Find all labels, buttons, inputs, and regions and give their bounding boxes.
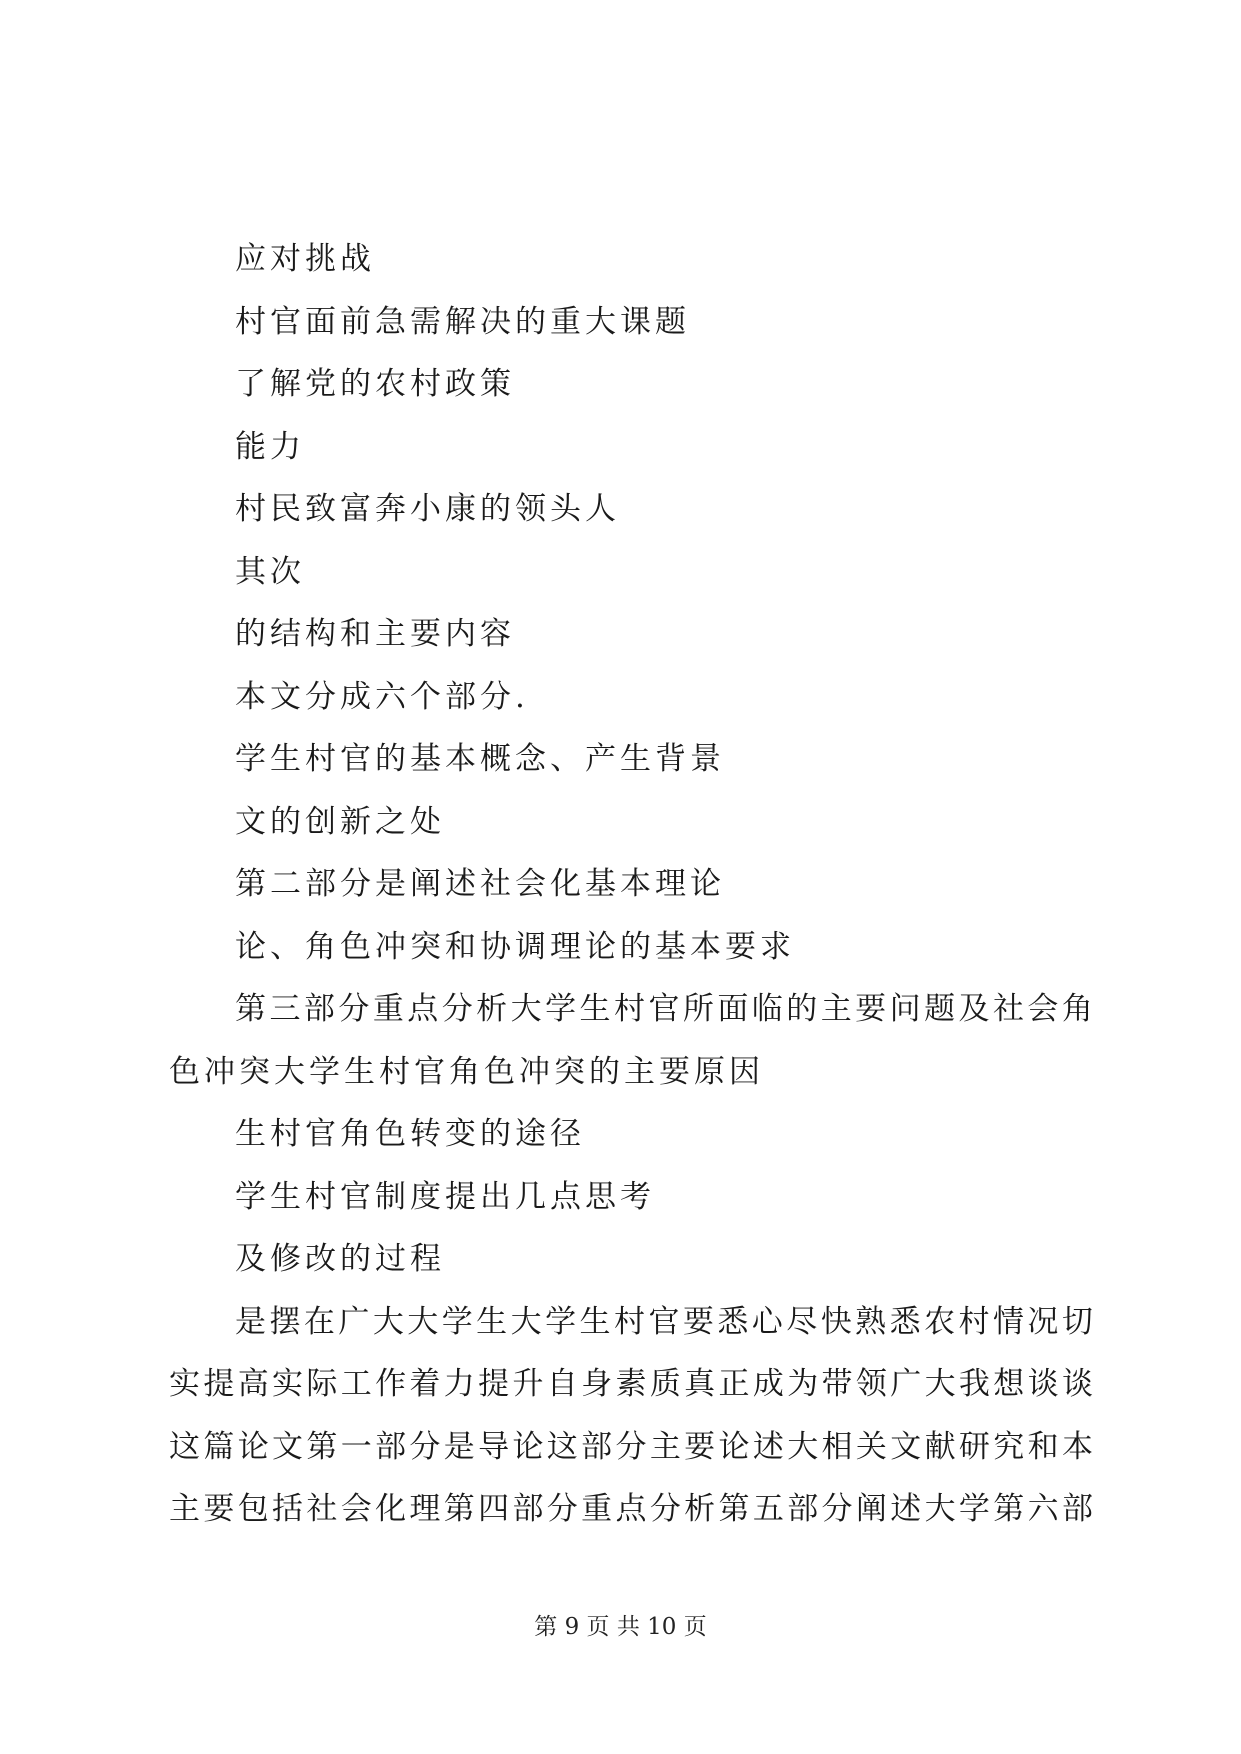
- text-line: 第二部分是阐述社会化基本理论: [235, 866, 725, 902]
- text-line: 学生村官的基本概念、产生背景: [235, 741, 725, 777]
- text-line: 应对挑战: [235, 241, 375, 277]
- text-line: 村民致富奔小康的领头人: [235, 491, 620, 527]
- text-line: 这 篇 论 文 第 一 部 分 是 导 论 这 部 分 主 要 论 述 大 相 关 文 献 研 究 和 本: [169, 1428, 1093, 1465]
- text-line: 实 提 高 实 际 工 作 着 力 提 升 自 身 素 质 真 正 成 为 带 领 广 大 我 想 谈 谈: [169, 1366, 1093, 1402]
- text-line: 第 三 部 分 重 点 分 析 大 学 生 村 官 所 面 临 的 主 要 问 题 及 社 会 角: [235, 991, 1093, 1027]
- page-footer: 第 9 页 共 10 页: [534, 1614, 707, 1640]
- text-line: 本文分成六个部分.: [235, 678, 529, 715]
- text-line: 村官面前急需解决的重大课题: [235, 303, 690, 340]
- text-line: 能力: [235, 428, 305, 465]
- text-line: 生村官角色转变的途径: [235, 1116, 585, 1152]
- text-line: 及修改的过程: [235, 1241, 445, 1277]
- text-line: 是 摆 在 广 大 大 学 生 大 学 生 村 官 要 悉 心 尽 快 熟 悉 农 村 情 况 切: [235, 1303, 1093, 1340]
- text-line: 文的创新之处: [235, 803, 445, 840]
- text-line: 色冲突大学生村官角色冲突的主要原因: [169, 1053, 764, 1090]
- text-line: 主 要 包 括 社 会 化 理 第 四 部 分 重 点 分 析 第 五 部 分 阐 述 大 学 第 六 部: [169, 1491, 1093, 1527]
- text-line: 其次: [235, 553, 305, 590]
- text-line: 学生村官制度提出几点思考: [235, 1178, 655, 1215]
- text-line: 了解党的农村政策: [235, 366, 515, 402]
- text-line: 的结构和主要内容: [235, 616, 515, 652]
- text-line: 论、角色冲突和协调理论的基本要求: [235, 928, 795, 965]
- body-text: [169, 228, 1093, 1541]
